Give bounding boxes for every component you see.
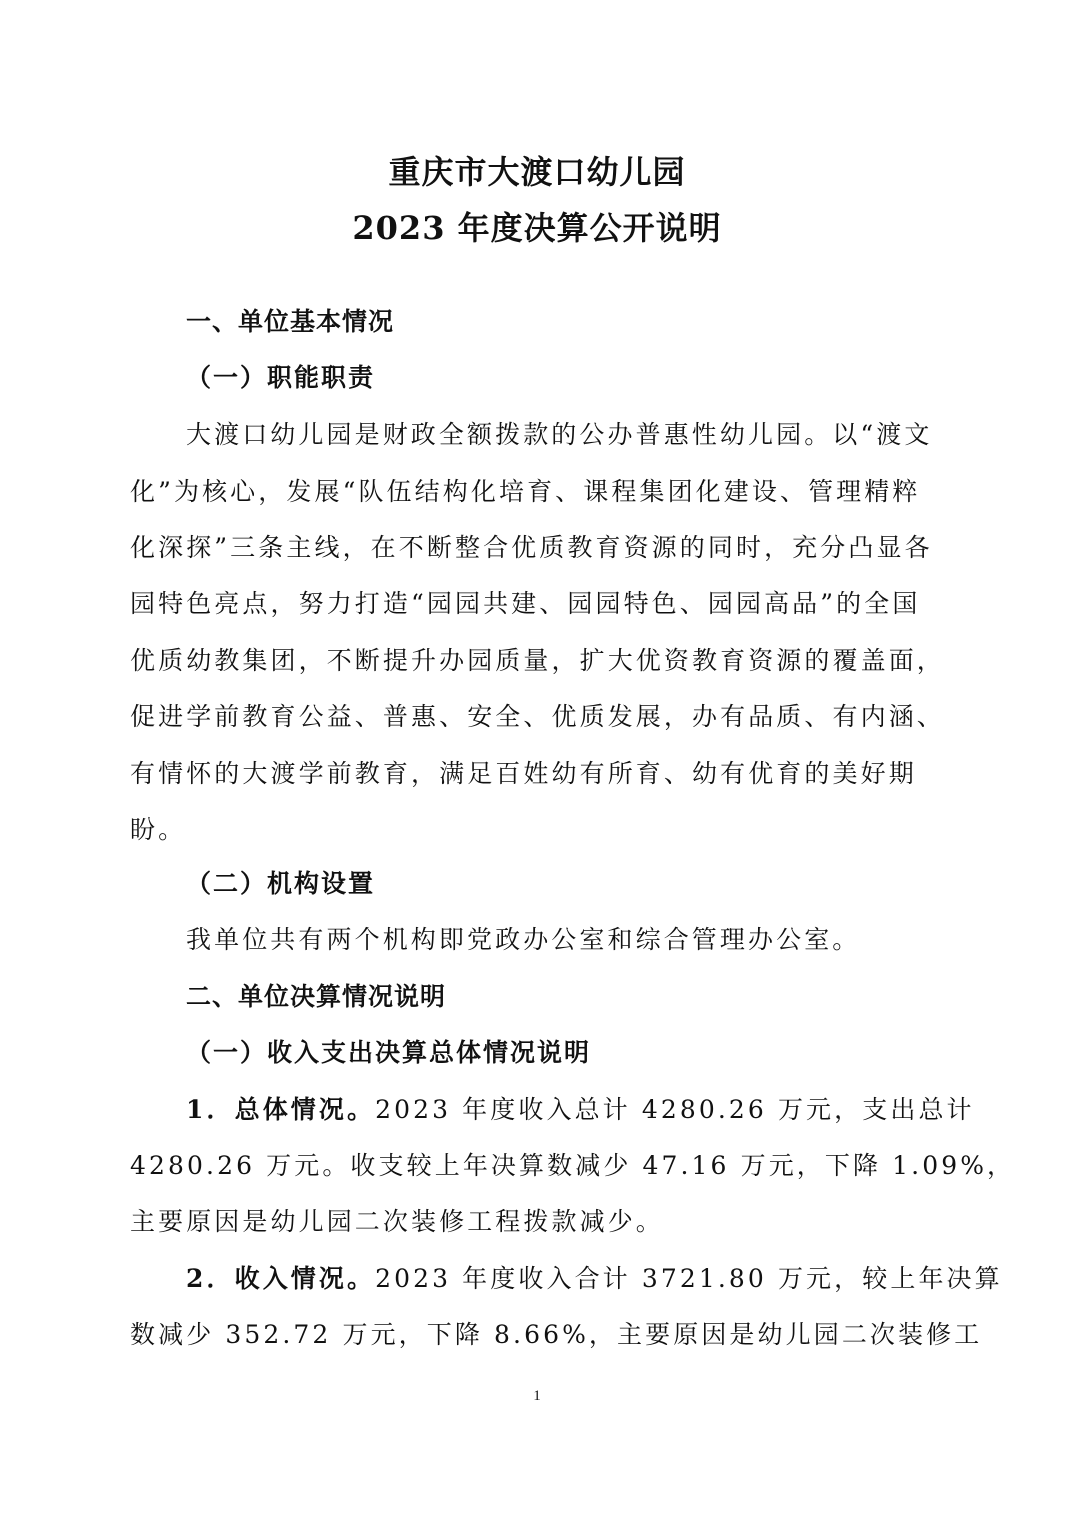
item-lead-overall: 1．总体情况。 [186, 1095, 376, 1124]
item-text: 2023 年度收入合计 3721.80 万元，较上年决算 [375, 1264, 1003, 1293]
paragraph-line: 大渡口幼儿园是财政全额拨款的公办普惠性幼儿园。以“渡文 [186, 420, 933, 449]
document-title: 重庆市大渡口幼儿园 [388, 153, 686, 191]
section-heading-1: 一、单位基本情况 [186, 307, 395, 336]
paragraph-line: 4280.26 万元。收支较上年决算数减少 47.16 万元，下降 1.09%， [130, 1151, 1016, 1180]
item-lead-income: 2．收入情况。 [186, 1264, 376, 1293]
item-text: 2023 年度收入总计 4280.26 万元，支出总计 [375, 1095, 975, 1124]
subsection-heading-structure: （二）机构设置 [186, 869, 376, 898]
paragraph-line [186, 1261, 1003, 1297]
paragraph-line: 优质幼教集团，不断提升办园质量，扩大优资教育资源的覆盖面， [130, 646, 945, 675]
paragraph-line: 我单位共有两个机构即党政办公室和综合管理办公室。 [186, 925, 861, 954]
paragraph-line: 化深探”三条主线，在不断整合优质教育资源的同时，充分凸显各 [130, 533, 933, 562]
paragraph-line: 有情怀的大渡学前教育，满足百姓幼有所育、幼有优育的美好期 [130, 759, 917, 788]
paragraph-line: 主要原因是幼儿园二次装修工程拨款减少。 [130, 1207, 664, 1236]
section-heading-2: 二、单位决算情况说明 [186, 982, 447, 1011]
document-subtitle: 2023 年度决算公开说明 [352, 209, 722, 247]
paragraph-line: 数减少 352.72 万元，下降 8.66%，主要原因是幼儿园二次装修工 [130, 1320, 983, 1349]
paragraph-line: 促进学前教育公益、普惠、安全、优质发展，办有品质、有内涵、 [130, 702, 945, 731]
paragraph-line: 盼。 [130, 815, 187, 844]
paragraph-line: 化”为核心，发展“队伍结构化培育、课程集团化建设、管理精粹 [130, 477, 921, 506]
paragraph-line [186, 1092, 975, 1128]
subsection-heading-duties: （一）职能职责 [186, 363, 376, 392]
page-number: 1 [533, 1388, 541, 1404]
subsection-heading-income-expense: （一）收入支出决算总体情况说明 [186, 1038, 592, 1067]
paragraph-line: 园特色亮点，努力打造“园园共建、园园特色、园园高品”的全国 [130, 589, 921, 618]
